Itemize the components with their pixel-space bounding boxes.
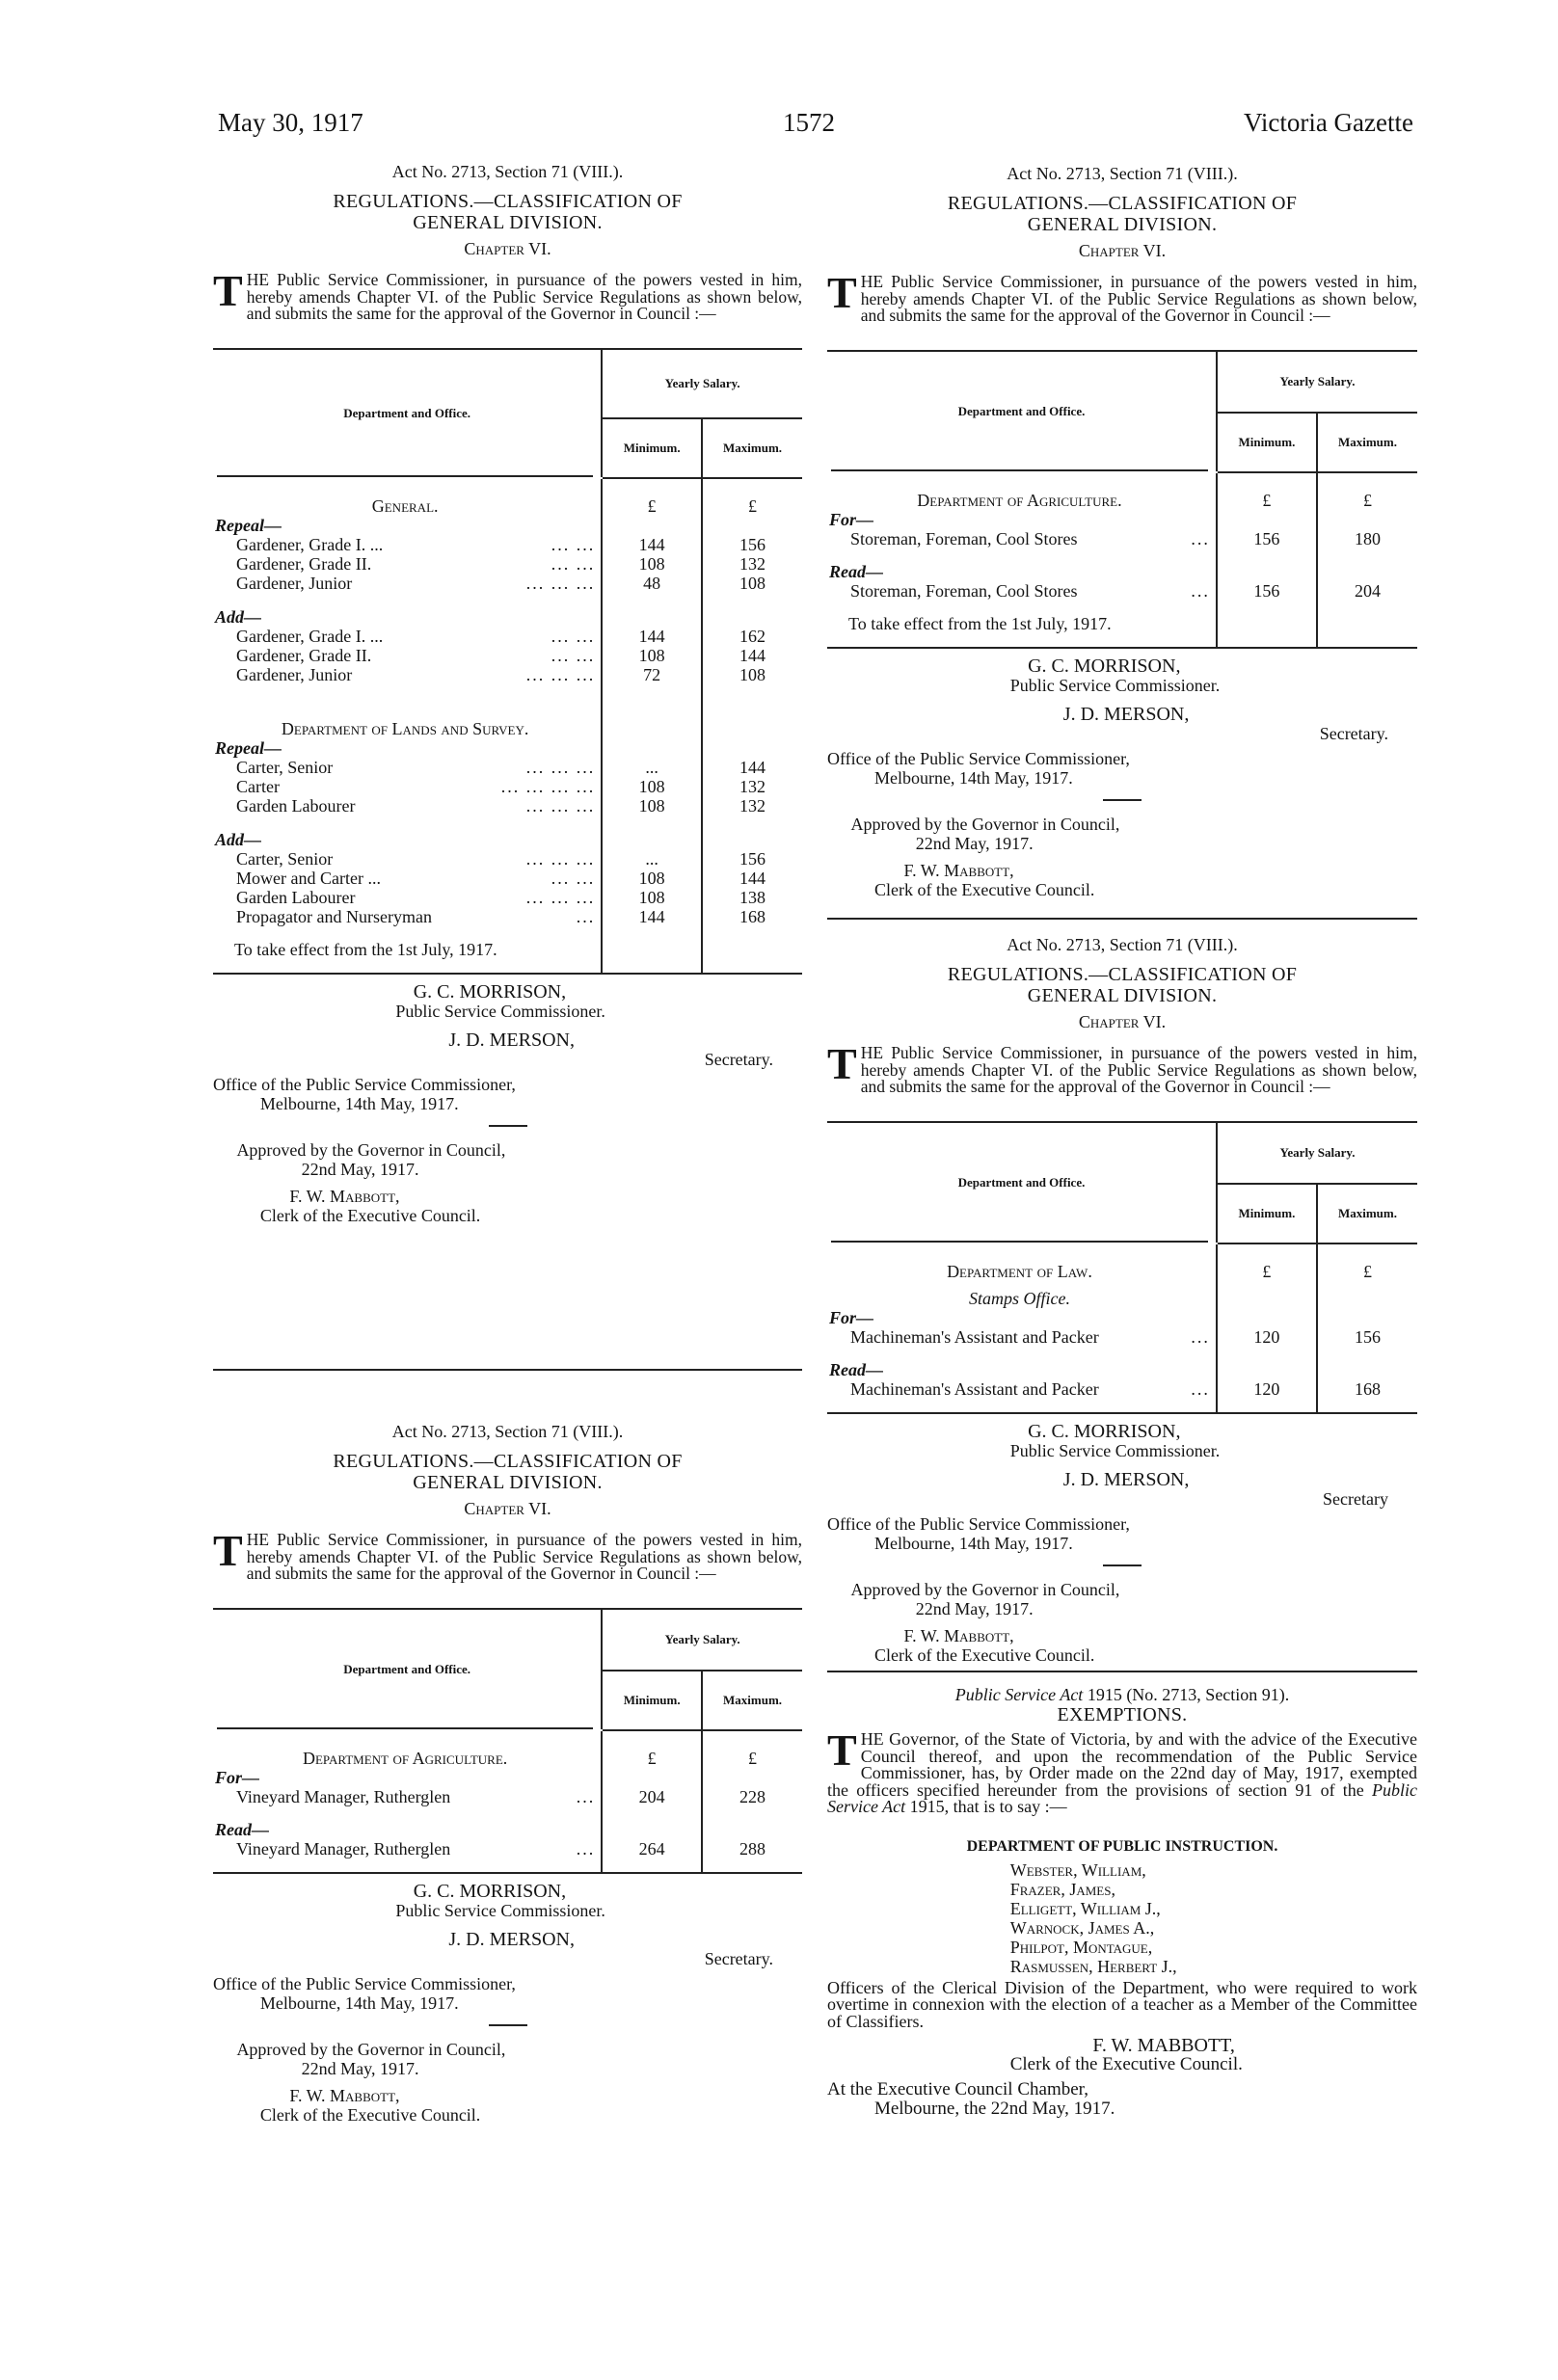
- leader-dots: ...: [576, 1838, 596, 1859]
- drop-cap: T: [827, 1725, 857, 1775]
- column-header-yearly-salary: Yearly Salary.: [1217, 351, 1417, 413]
- min-value: £: [647, 1748, 657, 1768]
- max-value: £: [748, 1748, 758, 1768]
- office-name: Gardener, Grade I. ...: [236, 626, 384, 646]
- office-line: Office of the Public Service Commissioner,: [213, 1973, 516, 1993]
- office-name: Vineyard Manager, Rutherglen: [236, 1786, 451, 1806]
- office-date: Melbourne, 14th May, 1917.: [259, 1992, 459, 2013]
- min-value: 156: [1253, 580, 1280, 601]
- signature-block: [827, 656, 1417, 899]
- signature-block: [213, 982, 802, 1225]
- max-value: [703, 719, 802, 738]
- chapter: Chapter VI.: [464, 1499, 551, 1518]
- department-office-cell: [827, 472, 1217, 648]
- table-row-heading: Department of Law.: [947, 1261, 1092, 1281]
- leader-dots: ... ...: [551, 645, 596, 665]
- max-value: [1318, 562, 1417, 581]
- min-value: [1218, 510, 1316, 529]
- max-value: 168: [1354, 1378, 1381, 1399]
- clerk-name: F. W. Mabbott,: [289, 1186, 400, 1206]
- clerk-name: F. W. MABBOTT,: [1092, 2035, 1235, 2056]
- table-row-label: Repeal—: [215, 737, 282, 758]
- leader-dots: ... ... ...: [525, 795, 596, 816]
- salary-table: [827, 350, 1417, 649]
- notice-law-stamps: [827, 935, 1417, 1665]
- exemptions-act: [827, 1685, 1417, 1704]
- table-row-item: [215, 646, 595, 665]
- regulation-subtitle: GENERAL DIVISION.: [413, 1472, 603, 1493]
- office-name: Propagator and Nurseryman: [236, 906, 432, 926]
- column-header-maximum: Maximum.: [1317, 413, 1417, 472]
- secretary-title: Secretary.: [704, 1049, 773, 1069]
- leader-dots: ...: [1191, 528, 1210, 548]
- table-row-item: [829, 581, 1210, 601]
- office-name: Storeman, Foreman, Cool Stores: [850, 580, 1078, 601]
- office-name: Storeman, Foreman, Cool Stores: [850, 528, 1078, 548]
- secretary-name: J. D. MERSON,: [448, 1928, 575, 1950]
- max-value: 156: [739, 848, 766, 869]
- min-value: [1218, 1360, 1316, 1379]
- min-value: 144: [638, 626, 665, 646]
- office-name: Gardener, Grade II.: [236, 645, 372, 665]
- secretary-name: J. D. MERSON,: [1062, 703, 1190, 725]
- drop-cap: T: [827, 268, 857, 317]
- table-row-label: For—: [215, 1767, 260, 1787]
- department-heading: DEPARTMENT OF PUBLIC INSTRUCTION.: [966, 1837, 1278, 1855]
- table-row-item: [215, 888, 595, 907]
- chapter: Chapter VI.: [1078, 1012, 1167, 1031]
- min-value: [1218, 1308, 1316, 1327]
- max-value: 108: [739, 664, 766, 684]
- office-date: Melbourne, 14th May, 1917.: [873, 767, 1073, 788]
- max-value: [703, 516, 802, 535]
- min-value: £: [1262, 490, 1272, 510]
- column-header-yearly-salary: Yearly Salary.: [1217, 1122, 1417, 1184]
- office-name: Gardener, Junior: [236, 573, 353, 593]
- max-value: [703, 926, 802, 946]
- table-row-label: For—: [829, 1307, 874, 1327]
- signature-block: [213, 1882, 802, 2125]
- commissioner-title: Public Service Commissioner.: [395, 1900, 605, 1920]
- column-header-maximum: Maximum.: [702, 418, 802, 478]
- intro-text: HE Public Service Commissioner, in pursuance of the powers vested in him, hereby amends Chapter VI. of the Public Service Regulations as shown below, and submits the same for the approval of the Governor in Council :—: [860, 1043, 1417, 1096]
- min-value: [603, 516, 701, 535]
- exemptions-title: EXEMPTIONS.: [1057, 1704, 1188, 1725]
- table-row-label: For—: [829, 509, 874, 529]
- table-row-item: [215, 849, 595, 869]
- table-row-item: [215, 1787, 595, 1806]
- max-value: 144: [739, 645, 766, 665]
- salary-table: [827, 1121, 1417, 1414]
- max-value: [703, 607, 802, 627]
- leader-dots: ... ... ...: [525, 573, 596, 593]
- table-row-item: [829, 1327, 1210, 1347]
- minimum-cell: [602, 1730, 702, 1873]
- office-name: Machineman's Assistant and Packer: [850, 1326, 1099, 1347]
- max-value: [703, 1768, 802, 1787]
- approval-date: 22nd May, 1917.: [915, 833, 1034, 853]
- table-row-item: [215, 1839, 595, 1859]
- table-row-effect: To take effect from the 1st July, 1917.: [234, 939, 497, 959]
- max-value: 132: [739, 776, 766, 796]
- column-header-department: Department and Office.: [827, 1122, 1217, 1243]
- leader-dots: ... ...: [551, 553, 596, 574]
- table-row-item: [215, 574, 595, 593]
- max-value: 162: [739, 626, 766, 646]
- min-value: [603, 926, 701, 946]
- max-value: 138: [739, 887, 766, 907]
- maximum-cell: [1317, 472, 1417, 648]
- column-header-maximum: Maximum.: [1317, 1184, 1417, 1243]
- notice-general-division: [213, 162, 802, 1225]
- max-value: [703, 830, 802, 849]
- table-row-item: [215, 758, 595, 777]
- short-rule: [1103, 1564, 1142, 1566]
- table-row-heading: Department of Agriculture.: [917, 490, 1122, 510]
- min-value: 108: [638, 887, 665, 907]
- officer-name: Elligett, William J.,: [1009, 1898, 1161, 1918]
- act-reference: Act No. 2713, Section 71 (VIII.).: [391, 1422, 624, 1441]
- min-value: [603, 719, 701, 738]
- office-name: Machineman's Assistant and Packer: [850, 1378, 1099, 1399]
- regulation-title: REGULATIONS.—CLASSIFICATION OF: [947, 193, 1298, 214]
- commissioner-title: Public Service Commissioner.: [1009, 675, 1221, 695]
- min-value: [1218, 562, 1316, 581]
- max-value: [1318, 510, 1417, 529]
- min-value: 108: [638, 795, 665, 816]
- drop-cap: T: [827, 1039, 857, 1088]
- column-header-yearly-salary: Yearly Salary.: [602, 349, 802, 418]
- office-name: Gardener, Junior: [236, 664, 353, 684]
- maximum-cell: [702, 1730, 802, 1873]
- officer-name: Frazer, James,: [1009, 1879, 1115, 1899]
- issue-date: May 30, 1917: [218, 108, 363, 137]
- regulation-title: REGULATIONS.—CLASSIFICATION OF: [947, 964, 1298, 985]
- table-row-item: [215, 665, 595, 684]
- min-value: 144: [638, 906, 665, 926]
- office-line: Office of the Public Service Commissioner,: [827, 1513, 1130, 1534]
- exemptions-description: Officers of the Clerical Division of the Department, who were required to work overtime in connexion with the election of a teacher as a Member of the Committee of Classifiers.: [827, 1977, 1417, 2031]
- table-row-heading: Department of Lands and Survey.: [281, 718, 529, 738]
- max-value: [1318, 1308, 1417, 1327]
- office-name: Gardener, Grade I. ...: [236, 534, 384, 554]
- commissioner-title: Public Service Commissioner.: [1009, 1440, 1221, 1460]
- min-value: [1218, 601, 1316, 620]
- department-office-cell: [213, 1730, 602, 1873]
- regulation-title: REGULATIONS.—CLASSIFICATION OF: [333, 1451, 683, 1472]
- clerk-title: Clerk of the Executive Council.: [873, 1645, 1095, 1665]
- regulation-subtitle: GENERAL DIVISION.: [413, 212, 603, 233]
- clerk-title: Clerk of the Executive Council.: [259, 2104, 481, 2125]
- max-value: 132: [739, 795, 766, 816]
- office-name: Garden Labourer: [236, 887, 356, 907]
- max-value: 144: [739, 868, 766, 888]
- officer-name: Philpot, Montague,: [1009, 1937, 1153, 1957]
- office-name: Vineyard Manager, Rutherglen: [236, 1838, 451, 1859]
- chapter: Chapter VI.: [464, 239, 551, 258]
- min-value: [1218, 1289, 1316, 1308]
- commissioner-name: G. C. MORRISON,: [413, 1880, 567, 1902]
- commissioner-title: Public Service Commissioner.: [395, 1001, 605, 1021]
- min-value: 108: [638, 553, 665, 574]
- table-row-label: Read—: [829, 1359, 883, 1379]
- regulation-subtitle: GENERAL DIVISION.: [1027, 214, 1218, 235]
- intro-act: Public Service Act: [827, 1779, 1417, 1816]
- column-header-yearly-salary: Yearly Salary.: [602, 1609, 802, 1671]
- leader-dots: ... ... ...: [525, 757, 596, 777]
- secretary-name: J. D. MERSON,: [448, 1029, 575, 1051]
- short-rule: [489, 2024, 527, 2026]
- exemptions-intro: [827, 1725, 1417, 1816]
- approval-date: 22nd May, 1917.: [301, 1159, 419, 1179]
- secretary-name: J. D. MERSON,: [1062, 1468, 1190, 1490]
- table-row-label: Repeal—: [215, 515, 282, 535]
- table-row-label: Read—: [829, 561, 883, 581]
- max-value: £: [748, 495, 758, 516]
- secretary-title: Secretary.: [1319, 723, 1388, 743]
- table-row-label: Read—: [215, 1819, 269, 1839]
- max-value: 156: [1354, 1326, 1381, 1347]
- commissioner-name: G. C. MORRISON,: [413, 980, 567, 1003]
- table-row-item: [829, 529, 1210, 548]
- officer-name: Rasmussen, Herbert J.,: [1009, 1956, 1177, 1976]
- leader-dots: ...: [1191, 1378, 1210, 1399]
- office-name: Carter: [236, 776, 280, 796]
- min-value: [603, 1768, 701, 1787]
- clerk-name: F. W. Mabbott,: [289, 2085, 400, 2105]
- secretary-title: Secretary.: [704, 1948, 773, 1968]
- approval-line: Approved by the Governor in Council,: [850, 814, 1120, 834]
- max-value: [703, 738, 802, 758]
- drop-cap: T: [213, 266, 243, 315]
- department-office-cell: [827, 1243, 1217, 1413]
- intro-text: HE Public Service Commissioner, in pursuance of the powers vested in him, hereby amends Chapter VI. of the Public Service Regulations as shown below, and submits the same for the approval of the Governor in Council :—: [246, 1530, 802, 1583]
- approval-line: Approved by the Governor in Council,: [850, 1579, 1120, 1599]
- place-line2: Melbourne, the 22nd May, 1917.: [873, 2099, 1115, 2119]
- leader-dots: ... ...: [551, 534, 596, 554]
- intro-text-end: 1915, that is to say :—: [905, 1797, 1067, 1816]
- max-value: 180: [1354, 528, 1381, 548]
- max-value: 168: [739, 906, 766, 926]
- min-value: 264: [638, 1838, 665, 1859]
- table-row-heading: Department of Agriculture.: [302, 1748, 508, 1768]
- max-value: 144: [739, 757, 766, 777]
- table-row-label: Add—: [215, 829, 262, 849]
- min-value: 48: [643, 573, 661, 593]
- act-reference: Act No. 2713, Section 71 (VIII.).: [1007, 935, 1238, 954]
- min-value: ...: [645, 757, 658, 777]
- act-reference: 1915 (No. 2713, Section 91).: [1083, 1685, 1290, 1704]
- act-name: Public Service Act: [954, 1685, 1084, 1704]
- min-value: ...: [645, 848, 658, 869]
- max-value: 108: [739, 573, 766, 593]
- table-row-item: [215, 554, 595, 574]
- office-name: Carter, Senior: [236, 848, 334, 869]
- max-value: [1318, 1289, 1417, 1308]
- secretary-title: Secretary: [1323, 1488, 1388, 1509]
- place-line1: At the Executive Council Chamber,: [827, 2079, 1088, 2099]
- min-value: 120: [1253, 1378, 1280, 1399]
- divider: [827, 1671, 1417, 1672]
- table-row-effect: To take effect from the 1st July, 1917.: [848, 613, 1112, 633]
- salary-table: [213, 348, 802, 975]
- max-value: 288: [739, 1838, 766, 1859]
- officer-name: Warnock, James A.,: [1009, 1917, 1155, 1938]
- short-rule: [489, 1125, 527, 1127]
- act-reference: Act No. 2713, Section 71 (VIII.).: [1007, 164, 1238, 183]
- clerk-title: Clerk of the Executive Council.: [873, 879, 1095, 899]
- min-value: 108: [638, 776, 665, 796]
- act-reference: Act No. 2713, Section 71 (VIII.).: [391, 162, 624, 181]
- leader-dots: ... ... ...: [525, 664, 596, 684]
- max-value: 156: [739, 534, 766, 554]
- column-header-department: Department and Office.: [213, 349, 602, 478]
- office-line: Office of the Public Service Commissioner,: [827, 748, 1130, 768]
- min-value: 156: [1253, 528, 1280, 548]
- publication-title: Victoria Gazette: [1243, 108, 1413, 137]
- max-value: [703, 1820, 802, 1839]
- max-value: 228: [739, 1786, 766, 1806]
- signature-block: [827, 1422, 1417, 1665]
- column-header-department: Department and Office.: [827, 351, 1217, 472]
- min-value: [603, 830, 701, 849]
- approval-date: 22nd May, 1917.: [915, 1598, 1034, 1618]
- table-row-item: [215, 777, 595, 796]
- min-value: 108: [638, 868, 665, 888]
- officer-name: Webster, William,: [1009, 1859, 1146, 1880]
- table-row-heading: General.: [371, 495, 439, 516]
- max-value: £: [1362, 490, 1372, 510]
- column-header-minimum: Minimum.: [1217, 1184, 1317, 1243]
- clerk-name: F. W. Mabbott,: [903, 860, 1014, 880]
- table-row-item: [829, 1379, 1210, 1399]
- table-row-label: Add—: [215, 606, 262, 627]
- regulation-title: REGULATIONS.—CLASSIFICATION OF: [333, 191, 683, 212]
- department-office-cell: [213, 478, 602, 974]
- min-value: [603, 1820, 701, 1839]
- leader-dots: ... ...: [551, 626, 596, 646]
- min-value: 144: [638, 534, 665, 554]
- column-header-minimum: Minimum.: [602, 1671, 702, 1730]
- table-row-item: [215, 869, 595, 888]
- leader-dots: ...: [576, 1786, 596, 1806]
- column-header-maximum: Maximum.: [702, 1671, 802, 1730]
- min-value: [603, 607, 701, 627]
- max-value: [1318, 601, 1417, 620]
- clerk-title: Clerk of the Executive Council.: [1009, 2054, 1243, 2074]
- leader-dots: ...: [1191, 580, 1210, 601]
- minimum-cell: [1217, 1243, 1317, 1413]
- table-row-item: [215, 796, 595, 816]
- table-row-item: [215, 627, 595, 646]
- office-name: Carter, Senior: [236, 757, 334, 777]
- clerk-title: Clerk of the Executive Council.: [259, 1205, 481, 1225]
- table-row-item: [215, 907, 595, 926]
- approval-line: Approved by the Governor in Council,: [236, 2039, 506, 2059]
- max-value: [1318, 1360, 1417, 1379]
- leader-dots: ... ... ...: [525, 848, 596, 869]
- leader-dots: ... ...: [551, 868, 596, 888]
- minimum-cell: [1217, 472, 1317, 648]
- minimum-cell: [602, 478, 702, 974]
- min-value: 72: [643, 664, 661, 684]
- short-rule: [1103, 799, 1142, 801]
- clerk-name: F. W. Mabbott,: [903, 1625, 1014, 1645]
- column-header-minimum: Minimum.: [602, 418, 702, 478]
- office-name: Gardener, Grade II.: [236, 553, 372, 574]
- divider: [213, 1369, 802, 1371]
- leader-dots: ... ... ... ...: [500, 776, 596, 796]
- office-date: Melbourne, 14th May, 1917.: [259, 1093, 459, 1113]
- min-value: £: [647, 495, 657, 516]
- maximum-cell: [1317, 1243, 1417, 1413]
- intro-text: HE Governor, of the State of Victoria, by and with the advice of the Executive Council thereof, and upon the recommendation of the Public Service Commissioner, has, by Order made on the 22nd day of May, 1917, exempted the officers specified hereunder from the provisions of section 91 of the: [827, 1729, 1417, 1800]
- office-name: Mower and Carter ...: [236, 868, 381, 888]
- leader-dots: ... ... ...: [525, 887, 596, 907]
- notice-agriculture-vineyard: [213, 1422, 802, 2125]
- intro-text: HE Public Service Commissioner, in pursuance of the powers vested in him, hereby amends Chapter VI. of the Public Service Regulations as shown below, and submits the same for the approval of the Governor in Council :—: [246, 270, 802, 323]
- chapter: Chapter VI.: [1078, 241, 1167, 260]
- notice-agriculture-stores: [827, 164, 1417, 899]
- office-name: Garden Labourer: [236, 795, 356, 816]
- max-value: 204: [1354, 580, 1381, 601]
- max-value: £: [1362, 1261, 1372, 1281]
- leader-dots: ...: [1191, 1326, 1210, 1347]
- maximum-cell: [702, 478, 802, 974]
- max-value: 132: [739, 553, 766, 574]
- intro-paragraph: [827, 1039, 1417, 1096]
- regulation-subtitle: GENERAL DIVISION.: [1027, 985, 1218, 1006]
- office-line: Office of the Public Service Commissioner,: [213, 1074, 516, 1094]
- page-number: 1572: [783, 108, 835, 137]
- salary-table: [213, 1608, 802, 1874]
- drop-cap: T: [213, 1526, 243, 1575]
- column-header-department: Department and Office.: [213, 1609, 602, 1730]
- min-value: 120: [1253, 1326, 1280, 1347]
- divider: [827, 918, 1417, 920]
- leader-dots: ...: [576, 906, 596, 926]
- intro-paragraph: [213, 266, 802, 323]
- min-value: 108: [638, 645, 665, 665]
- notice-exemptions: [827, 1685, 1417, 2119]
- intro-paragraph: [827, 268, 1417, 325]
- approval-line: Approved by the Governor in Council,: [236, 1139, 506, 1160]
- intro-paragraph: [213, 1526, 802, 1583]
- intro-text: HE Public Service Commissioner, in pursuance of the powers vested in him, hereby amends Chapter VI. of the Public Service Regulations as shown below, and submits the same for the approval of the Governor in Council :—: [860, 272, 1417, 325]
- commissioner-name: G. C. MORRISON,: [1028, 1420, 1181, 1442]
- table-row-item: [215, 535, 595, 554]
- exempted-officers-list: [827, 1860, 1417, 1976]
- min-value: [603, 738, 701, 758]
- min-value: 204: [638, 1786, 665, 1806]
- min-value: £: [1262, 1261, 1272, 1281]
- approval-date: 22nd May, 1917.: [301, 2058, 419, 2078]
- column-header-minimum: Minimum.: [1217, 413, 1317, 472]
- office-date: Melbourne, 14th May, 1917.: [873, 1533, 1073, 1553]
- commissioner-name: G. C. MORRISON,: [1028, 655, 1181, 677]
- table-row-note: Stamps Office.: [968, 1288, 1070, 1308]
